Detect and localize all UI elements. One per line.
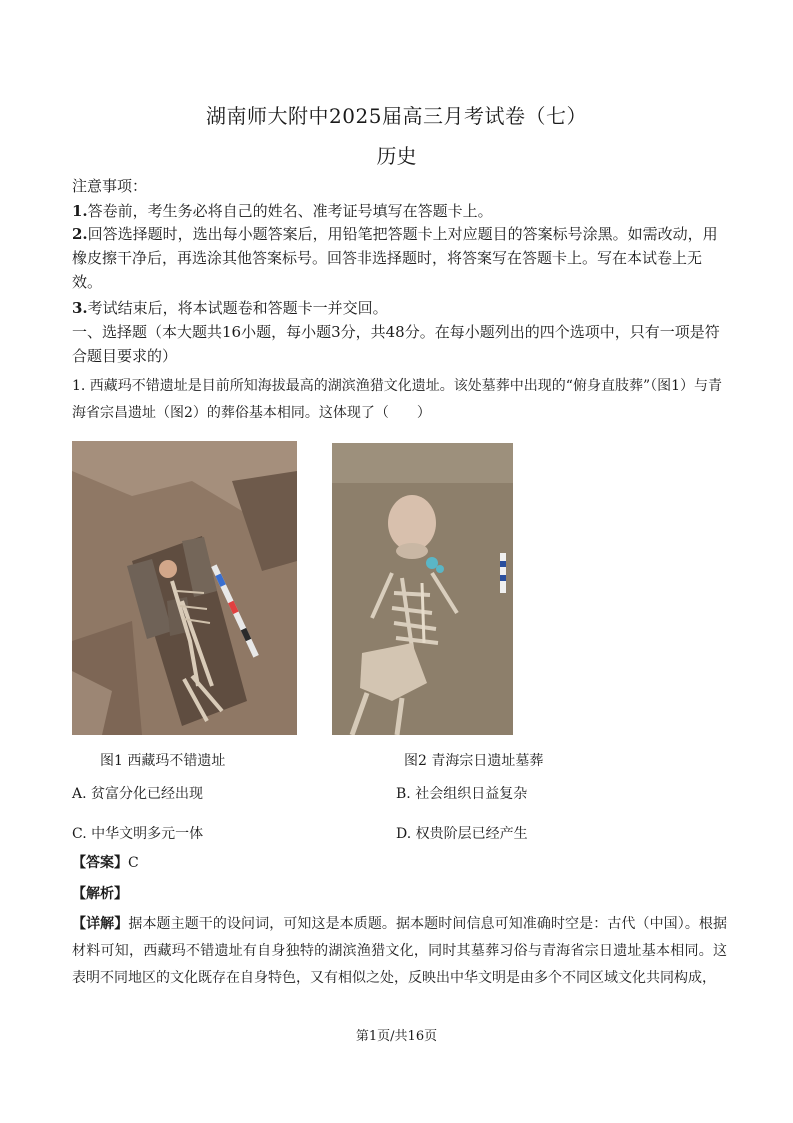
analysis-heading: 【解析】 xyxy=(72,886,128,902)
notice-item-3: 3.考试结束后，将本试题卷和答题卡一并交回。 xyxy=(72,299,388,317)
exam-title: 湖南师大附中2025届高三月考试卷（七） xyxy=(206,104,587,128)
notice-item-1: 1.答卷前，考生务必将自己的姓名、准考证号填写在答题卡上。 xyxy=(72,202,493,220)
figure-1-caption: 图1 西藏玛不错遗址 xyxy=(100,753,226,769)
page-footer: 第1页/共16页 xyxy=(355,1029,438,1044)
figure-2-caption: 图2 青海宗日遗址墓葬 xyxy=(404,753,544,769)
question-1-stem: 1. 西藏玛不错遗址是目前所知海拔最高的湖滨渔猎文化遗址。该处墓葬中出现的“俯身直肢葬”（图1）与青海省宗昌遗址（图2）的葬俗基本相同。这体现了（ ） xyxy=(72,378,723,421)
figure-2-photo xyxy=(332,443,513,735)
option-a: A. 贫富分化已经出现 xyxy=(72,786,204,802)
notice-heading: 注意事项： xyxy=(72,177,148,195)
detail-paragraph: 【详解】据本题主题干的设问词，可知这是本质题。据本题时间信息可知准确时空是：古代（中国）。根据材料可知，西藏玛不错遗址有自身独特的湖滨渔猎文化，同时其墓葬习俗与青海省宗日遗址基本相同。这表明不同地区的文化既存在自身特色，又有相似之处，反映出中华文明是由多个不同区域文化共同构成， xyxy=(72,916,728,986)
section-heading: 一、选择题（本大题共16小题，每小题3分，共48分。在每小题列出的四个选项中，只有一项是符合题目要求的） xyxy=(72,323,720,365)
option-d: D. 权贵阶层已经产生 xyxy=(396,826,528,842)
answer-line: 【答案】C xyxy=(72,855,139,871)
notice-item-2: 2.回答选择题时，选出每小题答案后，用铅笔把答题卡上对应题目的答案标号涂黑。如需改动，用橡皮擦干净后，再选涂其他答案标号。回答非选择题时，将答案写在答题卡上。写在本试卷上无效。 xyxy=(72,225,718,291)
burial-photo-2-illustration xyxy=(332,443,513,735)
option-b: B. 社会组织日益复杂 xyxy=(396,786,528,802)
figure-1-photo xyxy=(72,441,297,735)
burial-photo-1-illustration xyxy=(72,441,297,735)
subject-title: 历史 xyxy=(376,144,417,168)
option-c: C. 中华文明多元一体 xyxy=(72,826,204,842)
